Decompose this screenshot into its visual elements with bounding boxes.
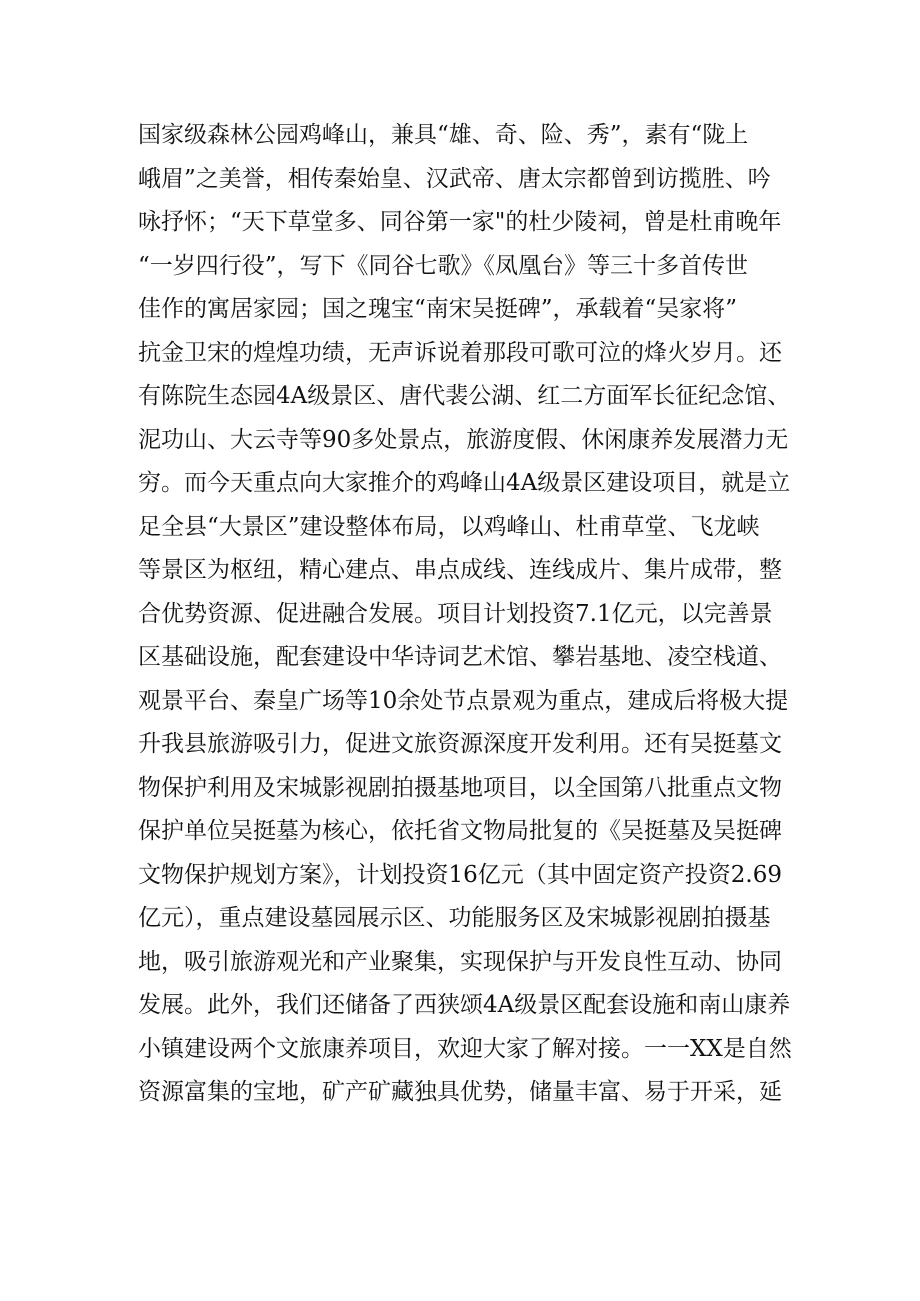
text-line: 资源富集的宝地，矿产矿藏独具优势，储量丰富、易于开采，延	[138, 1079, 782, 1105]
text-line: 物保护利用及宋城影视剧拍摄基地项目，以全国第八批重点文物	[138, 774, 782, 801]
text-line: 地，吸引旅游观光和产业聚集，实现保护与开发良性互动、协同	[138, 948, 782, 975]
text-line: 区基础设施，配套建设中华诗词艺术馆、攀岩基地、凌空栈道、	[138, 644, 782, 670]
text-line: 等景区为枢纽，精心建点、串点成线、连线成片、集片成带，整	[138, 557, 782, 583]
text-line: 观景平台、秦皇广场等10余处节点景观为重点，建成后将极大提	[138, 687, 789, 714]
text-line: 发展。此外，我们还储备了西狭颂4A级景区配套设施和南山康养	[138, 992, 791, 1018]
text-line: 抗金卫宋的煌煌功绩，无声诉说着那段可歌可泣的烽火岁月。还	[138, 339, 782, 366]
text-line: “一岁四行役”，写下《同谷七歌》《凤凰台》等三十多首传世	[138, 252, 749, 279]
text-line: 亿元），重点建设墓园展示区、功能服务区及宋城影视剧拍摄基	[138, 905, 771, 931]
text-line: 泥功山、大云寺等90多处景点，旅游度假、休闲康养发展潜力无	[138, 426, 789, 453]
text-line: 小镇建设两个文旅康养项目，欢迎大家了解对接。一一XX是自然	[138, 1035, 792, 1062]
text-line: 有陈院生态园4A级景区、唐代裴公湖、红二方面军长征纪念馆、	[138, 383, 791, 409]
text-line: 佳作的寓居家园；国之瑰宝“南宋吴挺碑”，承载着“吴家将”	[138, 296, 738, 322]
text-line: 合优势资源、促进融合发展。项目计划投资7.1亿元，以完善景	[138, 600, 773, 627]
text-line: 峨眉”之美誉，相传秦始皇、汉武帝、唐太宗都曾到访揽胜、吟	[138, 165, 771, 192]
text-line: 升我县旅游吸引力，促进文旅资源深度开发利用。还有吴挺墓文	[138, 731, 782, 757]
text-line: 保护单位吴挺墓为核心，依托省文物局批复的《吴挺墓及吴挺碑	[138, 818, 782, 844]
text-line: 文物保护规划方案》，计划投资16亿元（其中固定资产投资2.69	[138, 861, 782, 888]
text-line: 国家级森林公园鸡峰山，兼具“雄、奇、险、秀”，素有“陇上	[138, 122, 749, 148]
text-line: 咏抒怀；“天下草堂多、同谷第一家"的杜少陵祠，曾是杜甫晚年	[138, 209, 782, 235]
text-line: 足全县“大景区”建设整体布局，以鸡峰山、杜甫草堂、飞龙峡	[138, 513, 760, 540]
text-line: 穷。而今天重点向大家推介的鸡峰山4A级景区建设项目，就是立	[138, 470, 791, 496]
body-text	[138, 114, 818, 1115]
